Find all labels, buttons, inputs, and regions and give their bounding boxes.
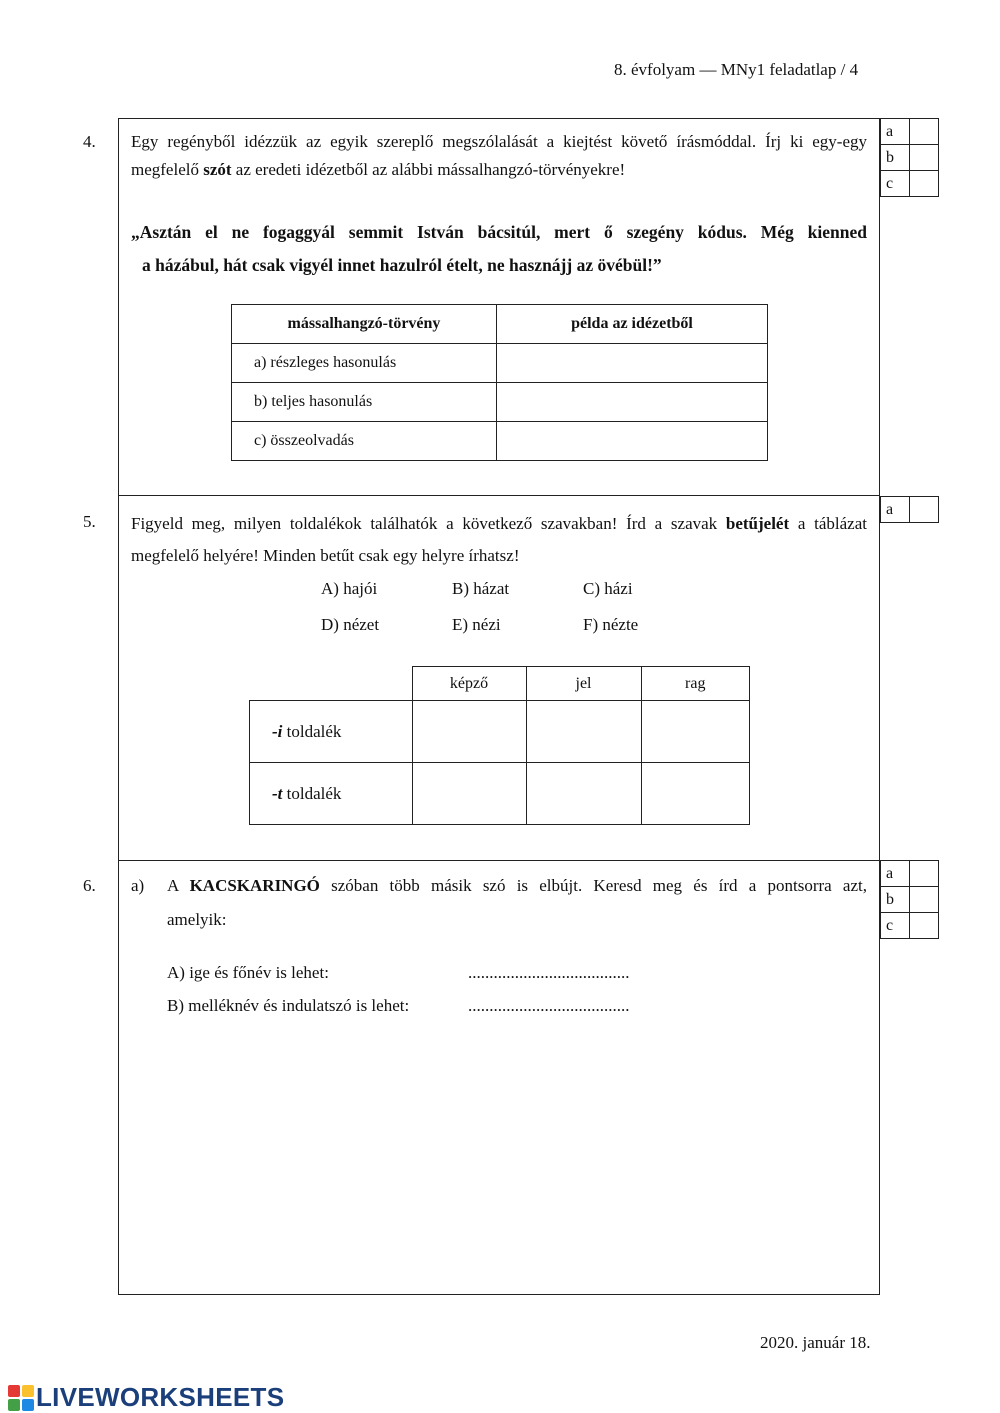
score-cell[interactable]: [910, 861, 939, 887]
question-4-number: 4.: [83, 132, 96, 151]
instruction-text: Figyeld meg, milyen toldalékok találhatók a következő szavakban! Írd a szavak: [131, 514, 726, 533]
question-6-instruction: [167, 876, 867, 896]
question-5-score-box: [880, 496, 939, 523]
instruction-emphasis: szót: [203, 160, 232, 179]
score-label: c: [881, 171, 910, 197]
question-4-table: [231, 304, 768, 461]
item-b-label: B) melléknév és indulatszó is lehet:: [167, 996, 410, 1015]
answer-cell[interactable]: [412, 701, 526, 763]
table-header: képző: [412, 667, 526, 701]
question-5-number: 5.: [83, 512, 96, 531]
instruction-emphasis: KACSKARINGÓ: [189, 876, 320, 895]
table-row-label: a) részleges hasonulás: [232, 344, 497, 383]
table-header: példa az idézetből: [497, 305, 768, 344]
score-cell[interactable]: [910, 887, 939, 913]
answer-cell[interactable]: [641, 763, 750, 825]
answer-cell[interactable]: [497, 422, 768, 461]
score-cell[interactable]: [910, 145, 939, 171]
logo-text: LIVEWORKSHEETS: [36, 1382, 285, 1412]
answer-cell[interactable]: [526, 701, 641, 763]
answer-cell[interactable]: [526, 763, 641, 825]
question-6-number: 6.: [83, 876, 96, 895]
question-5-table: [249, 666, 750, 825]
score-label: a: [881, 497, 910, 523]
question-4-instruction: [131, 128, 867, 184]
score-cell[interactable]: [910, 171, 939, 197]
score-label: b: [881, 887, 910, 913]
answer-cell[interactable]: [412, 763, 526, 825]
table-header: mássalhangzó-törvény: [232, 305, 497, 344]
word-b: B) házat: [452, 579, 510, 598]
word-e: E) nézi: [452, 615, 501, 634]
quote-line-1: „Asztán el ne fogaggyál semmit István bácsitúl, mert ő szegény kódus. Még kienned: [131, 222, 867, 242]
question-6-instruction-line2: amelyik:: [167, 910, 227, 929]
word-c: C) házi: [583, 579, 633, 598]
instruction-text: Egy regényből idézzük az egyik szereplő megszólalását a kiejtést követő írásmóddal. Írj ki egy-egy megfelelő: [131, 132, 867, 179]
instruction-emphasis: betűjelét: [725, 514, 790, 533]
empty-corner: [250, 667, 413, 701]
row-label-text: toldalék: [282, 721, 342, 741]
answer-cell[interactable]: [497, 383, 768, 422]
suffix: -t: [272, 783, 283, 803]
score-label: a: [881, 119, 910, 145]
word-a: A) hajói: [321, 579, 378, 598]
score-label: a: [881, 861, 910, 887]
score-cell[interactable]: [910, 913, 939, 939]
answer-cell[interactable]: [497, 344, 768, 383]
instruction-text: A: [167, 876, 190, 895]
word-f: F) nézte: [583, 615, 639, 634]
table-header: jel: [526, 667, 641, 701]
instruction-text: az eredeti idézetből az alábbi mássalhangzó-törvényekre!: [231, 160, 626, 179]
table-row-label: [250, 701, 413, 763]
instruction-text: a táblázat megfelelő helyére! Minden betűt csak egy helyre írhatsz!: [131, 514, 867, 565]
quote-line-2: a házábul, hát csak vigyél innet hazulról ételt, ne hasznájj az övébül!”: [142, 255, 662, 275]
liveworksheets-logo: [8, 1382, 284, 1413]
word-d: D) nézet: [321, 615, 380, 634]
score-cell[interactable]: [910, 497, 939, 523]
table-row-label: [250, 763, 413, 825]
score-cell[interactable]: [910, 119, 939, 145]
table-row-label: b) teljes hasonulás: [232, 383, 497, 422]
table-row-label: c) összeolvadás: [232, 422, 497, 461]
question-4-score-box: [880, 118, 939, 197]
part-a-label: a): [131, 876, 145, 895]
item-a-label: A) ige és főnév is lehet:: [167, 963, 329, 982]
question-4-quote: [131, 216, 867, 282]
suffix: -i: [272, 721, 283, 741]
score-label: b: [881, 145, 910, 171]
question-5-instruction: [131, 508, 867, 572]
table-header: rag: [641, 667, 750, 701]
question-6-box: [118, 860, 880, 1295]
answer-blank-a[interactable]: ......................................: [468, 963, 630, 982]
row-label-text: toldalék: [282, 783, 342, 803]
question-6-score-box: [880, 860, 939, 939]
footer-date: 2020. január 18.: [760, 1333, 871, 1352]
instruction-text: szóban több másik szó is elbújt. Keresd meg és írd a pontsorra azt,: [319, 876, 867, 895]
answer-cell[interactable]: [641, 701, 750, 763]
answer-blank-b[interactable]: ......................................: [468, 996, 630, 1015]
score-label: c: [881, 913, 910, 939]
logo-grid-icon: [8, 1385, 34, 1411]
page-header: 8. évfolyam — MNy1 feladatlap / 4: [614, 60, 859, 79]
